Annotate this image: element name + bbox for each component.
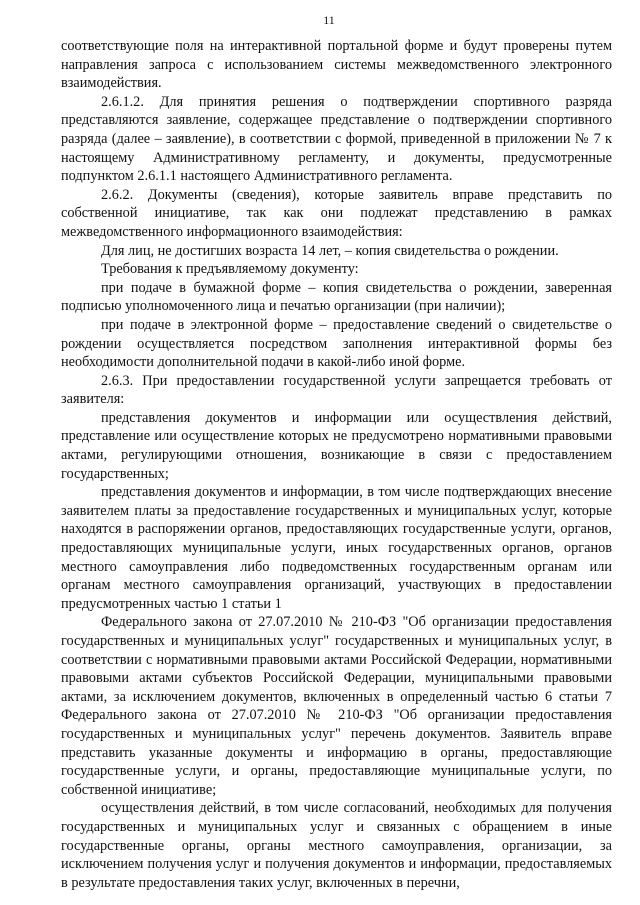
- paragraph: соответствующие поля на интерактивной портальной форме и будут проверены путем направления запроса с использованием системы межведомственного электронного взаимодействия.: [61, 38, 612, 92]
- paragraph: 2.6.3. При предоставлении государственной услуги запрещается требовать от заявителя:: [61, 372, 612, 408]
- page-number: 11: [323, 13, 335, 27]
- paragraph: осуществления действий, в том числе согласований, необходимых для получения государственных и муниципальных услуг и связанных с обращением в иные государственные органы, органы местного самоуправления, организации, за исключением получения услуг и получения документов и информации, предоставляемых в результате предоставления таких услуг, включенных в перечни,: [61, 800, 612, 891]
- paragraph: 2.6.1.2. Для принятия решения о подтверждении спортивного разряда представляются заявление, содержащее представление о подтверждении спортивного разряда (далее – заявление), в соответствии с формой, приведенной в приложении № 7 к настоящему Административному регламенту, и документы, предусмотренные подпунктом 2.6.1.1 настоящего Административного регламента.: [61, 93, 612, 185]
- paragraph: при подаче в бумажной форме – копия свидетельства о рождении, заверенная подписью уполномоченного лица и печатью организации (при наличии);: [61, 279, 612, 315]
- paragraph: представления документов и информации, в том числе подтверждающих внесение заявителем платы за предоставление государственных и муниципальных услуг, которые находятся в распоряжении органов, предоставляющих государственные услуги, органов, предоставляющих муниципальные услуги, иных государственных органов, органов местного самоуправления либо подведомственных государственным органам или органам местного самоуправления организаций, участвующих в предоставлении предусмотренных частью 1 статьи 1: [61, 484, 612, 612]
- document-body: [61, 37, 612, 892]
- paragraph: Для лиц, не достигших возраста 14 лет, – копия свидетельства о рождении.: [101, 242, 559, 259]
- paragraph: при подаче в электронной форме – предоставление сведений о свидетельстве о рождении осуществляется посредством заполнения интерактивной формы без необходимости дополнительной подачи в какой-либо иной форме.: [61, 316, 612, 371]
- paragraph: представления документов и информации или осуществления действий, представление или осуществление которых не предусмотрено нормативными правовыми актами, регулирующими отношения, возникающие в связи с предоставлением государственных;: [61, 409, 612, 482]
- paragraph: Требования к предъявляемому документу:: [101, 261, 359, 278]
- paragraph: 2.6.2. Документы (сведения), которые заявитель вправе представить по собственной инициативе, так как они подлежат представлению в рамках межведомственного информационного взаимодействия:: [61, 186, 612, 240]
- paragraph: Федерального закона от 27.07.2010 № 210-ФЗ "Об организации предоставления государственных и муниципальных услуг" государственных и муниципальных услуг, в соответствии с нормативными правовыми актами Российской Федерации, нормативными правовыми актами субъектов Российской Федерации, муниципальными правовыми актами, за исключением документов, включенных в определенный частью 6 статьи 7 Федерального закона от 27.07.2010 № 210-ФЗ "Об организации предоставления государственных и муниципальных услуг" перечень документов. Заявитель вправе представить указанные документы и информацию в органы, предоставляющие государственные услуги, и органы, предоставляющие муниципальные услуги, по собственной инициативе;: [61, 614, 612, 798]
